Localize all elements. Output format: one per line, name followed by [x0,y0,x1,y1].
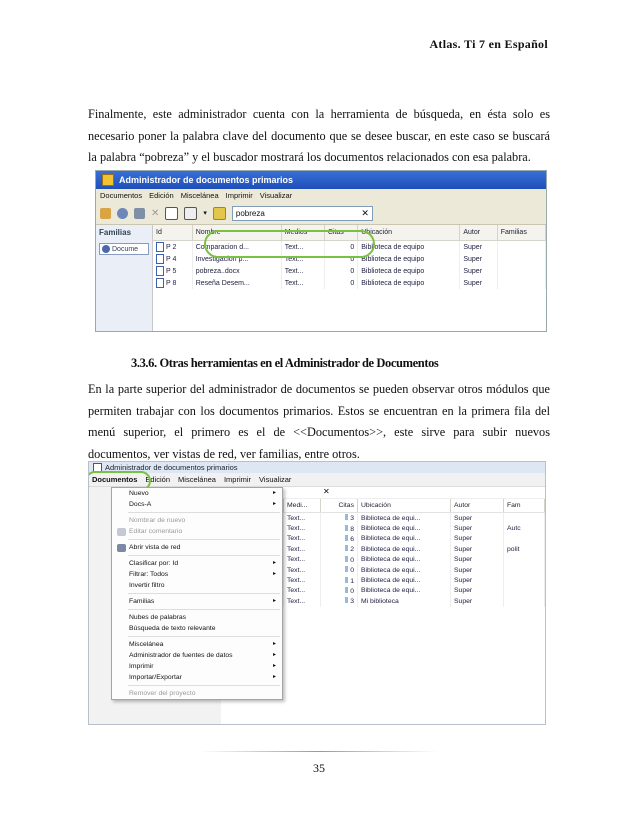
table-cell [284,596,321,606]
submenu-arrow-icon: ▸ [272,560,276,566]
table-cell [153,241,192,254]
window-titlebar [89,462,545,473]
cell-text: Super [454,566,473,574]
app-icon [102,174,114,186]
table-cell [284,555,321,565]
col-autor[interactable]: Autor [451,499,504,513]
table-cell [284,565,321,575]
table-cell [451,544,504,554]
page-number: 35 [313,761,325,775]
blank-icon [117,582,126,590]
submenu-arrow-icon: ▸ [272,663,276,669]
cell-text: Biblioteca de equi... [361,535,421,543]
table-cell [497,265,545,277]
blank-icon [117,598,126,606]
menu-item[interactable] [112,650,282,661]
cell-text: Text... [287,535,306,543]
table-cell [504,523,545,533]
col-medios[interactable]: Medios [281,225,324,241]
cell-text: Biblioteca de equi... [361,587,421,595]
documentos-dropdown-menu [111,487,283,700]
citations-bar [345,535,348,541]
table-cell [358,596,451,606]
view-icon[interactable] [165,207,178,220]
submenu-arrow-icon: ▸ [272,674,276,680]
table-cell [153,265,192,277]
cell-text: 2 [350,546,354,554]
document-icon [156,254,164,264]
document-icon [156,278,164,288]
table-cell [281,265,324,277]
blank-icon [117,663,126,671]
table-cell [358,555,451,565]
cell-text: Super [454,597,473,605]
table-cell [451,565,504,575]
screenshot-documentos-menu [88,461,546,725]
comment-icon[interactable] [117,208,128,219]
menu-item-label: Clasificar por: Id [129,560,179,567]
table-cell [321,513,358,524]
table-cell [321,555,358,565]
table-cell [358,277,460,289]
cell-text: 0 [350,279,355,287]
cell-text: Mi biblioteca [361,597,399,605]
screenshot-search-documents [95,170,547,332]
cell-text: pobreza..docx [195,267,240,275]
col-ubicacion[interactable]: Ubicación [358,499,451,513]
menu-separator [128,685,280,686]
cell-text: 0 [350,587,354,595]
cell-text: 3 [350,515,354,523]
comment-icon [117,528,126,536]
menu-edicion[interactable]: Edición [145,475,171,484]
table-cell [451,523,504,533]
table-cell [324,277,357,289]
submenu-arrow-icon: ▸ [272,490,276,496]
citations-bar [345,597,348,603]
menu-item [112,526,282,537]
col-familias[interactable]: Fam [504,499,545,513]
blank-icon [117,614,126,622]
table-cell [358,523,451,533]
citations-bar [345,566,348,572]
blank-icon [117,517,126,525]
cell-text: Super [454,525,473,533]
cell-text: Super [463,255,483,263]
col-medios[interactable]: Medi... [284,499,321,513]
cell-text: Autc [507,525,521,533]
cell-text: 3 [350,598,354,606]
table-cell [460,265,497,277]
menu-item-label: Editar comentario [129,528,183,535]
cell-text: Text... [287,514,306,522]
table-cell [324,265,357,277]
menu-item-label: Búsqueda de texto relevante [129,625,216,632]
table-row[interactable] [153,277,546,289]
cell-text: Text... [284,279,304,287]
menu-separator [128,555,280,556]
cell-text: Text... [284,243,304,251]
cell-text: P 2 [166,243,177,251]
families-panel [96,225,153,332]
table-cell [284,534,321,544]
cell-text: Biblioteca de equi... [361,514,421,522]
cell-text: Text... [284,255,304,263]
table-cell [358,513,451,524]
col-familias[interactable]: Familias [497,225,545,241]
menu-bar [96,189,546,202]
table-cell [284,513,321,524]
document-icon [156,242,164,252]
cell-text: Super [454,545,473,553]
menu-visualizar[interactable]: Visualizar [259,475,292,484]
cell-text: Biblioteca de equi... [361,556,421,564]
menu-item[interactable] [112,499,282,510]
citations-bar [345,514,348,520]
cell-text: Super [454,577,473,585]
table-cell [497,277,545,289]
col-citas[interactable]: Citas [324,225,357,241]
clear-search-icon[interactable]: ✕ [361,207,369,218]
menu-item[interactable] [112,672,282,683]
cell-text: Text... [287,597,306,605]
cell-text: Biblioteca de equi... [361,566,421,574]
cell-text: Text... [287,525,306,533]
blank-icon [117,560,126,568]
family-item-label: Docume [112,245,139,253]
table-cell [358,544,451,554]
menu-item-label: Importar/Exportar [129,674,182,681]
cell-text: Text... [284,267,304,275]
blank-icon [117,501,126,509]
menu-item-label: Invertir filtro [129,582,165,589]
search-input[interactable] [232,206,373,221]
menu-visualizar[interactable]: Visualizar [259,191,293,200]
table-cell [281,277,324,289]
layout-icon[interactable] [184,207,197,220]
running-header: Atlas. Ti 7 en Español [429,37,548,51]
table-cell [451,596,504,606]
submenu-arrow-icon: ▸ [272,571,276,577]
menu-separator [128,609,280,610]
cell-text: Super [454,535,473,543]
window-title: Administrador de documentos primarios [105,463,238,472]
table-cell [284,586,321,596]
menu-documentos[interactable]: Documentos [92,475,138,484]
window-title: Administrador de documentos primarios [119,175,294,185]
cell-text: Super [454,514,473,522]
table-cell [358,265,460,277]
cell-text: Biblioteca de equipo [361,267,425,275]
cell-text: 1 [350,577,354,585]
blank-icon [117,625,126,633]
table-cell [504,596,545,606]
new-doc-icon[interactable] [100,208,111,219]
table-cell [460,253,497,265]
menu-separator [128,539,280,540]
table-cell [451,555,504,565]
citations-bar [345,577,348,583]
menu-documentos[interactable]: Documentos [100,191,143,200]
citations-bar [345,545,348,551]
menu-item[interactable] [112,661,282,672]
cell-text: 8 [350,525,354,533]
col-ubicacion[interactable]: Ubicación [358,225,460,241]
search-toggle-icon[interactable] [213,207,226,220]
table-cell [497,241,545,254]
network-icon[interactable] [134,208,145,219]
cell-text: Investigacion p... [195,255,249,263]
families-label: Familias [99,228,132,237]
cell-text: 0 [350,567,354,575]
citations-bar [345,556,348,562]
cell-text: 0 [350,267,355,275]
table-cell [451,575,504,585]
cell-text: Super [463,279,483,287]
col-id[interactable]: Id [153,225,192,241]
highlight-ring [204,230,375,258]
citations-bar [345,587,348,593]
table-cell [504,586,545,596]
submenu-arrow-icon: ▸ [272,652,276,658]
table-cell [358,586,451,596]
table-cell [504,513,545,524]
citations-bar [345,525,348,531]
menu-edicion[interactable]: Edición [149,191,174,200]
cell-text: Super [454,587,473,595]
table-cell [504,534,545,544]
cell-text: Text... [287,566,306,574]
menu-miscelanea[interactable]: Miscelánea [178,475,216,484]
cell-text: Biblioteca de equipo [361,279,425,287]
menu-separator [128,636,280,637]
table-cell [504,575,545,585]
cell-text: polit [507,545,520,553]
table-cell [321,565,358,575]
table-cell [321,575,358,585]
cell-text: Biblioteca de equi... [361,525,421,533]
paragraph-search-intro: Finalmente, este administrador cuenta con la herramienta de búsqueda, en ésta solo es necesario poner la palabra clave del documento que se desee buscar, en este caso se buscará la palabra “pobreza” y el buscador mostrará los documentos relacionados con esa palabra. [88,107,550,164]
network-icon [117,544,126,552]
menu-item[interactable] [112,612,282,623]
cell-text: Text... [287,545,306,553]
col-citas[interactable]: Citas [321,499,358,513]
col-nombre[interactable]: Nombre [192,225,281,241]
menu-separator [128,593,280,594]
footer-rule [200,751,438,752]
table-cell [451,513,504,524]
menu-item-label: Miscelánea [129,641,164,648]
cell-text: 6 [350,535,354,543]
table-cell [192,277,281,289]
table-cell [358,565,451,575]
family-item[interactable] [99,243,149,255]
submenu-arrow-icon: ▸ [272,598,276,604]
menu-imprimir[interactable]: Imprimir [223,475,252,484]
cell-text: 0 [350,243,355,251]
table-cell [192,265,281,277]
paragraph-other-tools: En la parte superior del administrador de documentos se pueden observar otros módulos que permiten trabajar con los documentos primarios. Estos se encuentran en la primera fila del menú superior, el primero es el de <<Documentos>>, este sirve para subir nuevos documentos, ver vistas de red, ver familias, entre otros. [88,382,550,461]
cell-text: Text... [287,587,306,595]
section-heading: 3.3.6. Otras herramientas en el Administrador de Documentos [131,356,439,370]
menu-item-label: Abrir vista de red [129,544,181,551]
cell-text: Super [454,556,473,564]
table-cell [504,544,545,554]
menu-imprimir[interactable]: Imprimir [225,191,253,200]
clear-search-icon[interactable]: ✕ [323,487,330,496]
table-cell [451,586,504,596]
table-cell [321,534,358,544]
document-icon [156,266,164,276]
menu-item[interactable] [112,580,282,591]
menu-item-label: Remover del proyecto [129,690,196,697]
toolbar [96,202,546,225]
menu-item[interactable] [112,596,282,607]
submenu-arrow-icon: ▸ [272,641,276,647]
table-cell [153,253,192,265]
table-cell [460,277,497,289]
table-cell [460,241,497,254]
menu-item-label: Administrador de fuentes de datos [129,652,233,659]
table-cell [321,586,358,596]
menu-item-label: Filtrar: Todos [129,571,169,578]
menu-item-label: Nombrar de nuevo [129,517,186,524]
menu-miscelanea[interactable]: Miscelánea [180,191,219,200]
submenu-arrow-icon: ▸ [272,501,276,507]
blank-icon [117,690,126,698]
cell-text: P 5 [166,267,177,275]
family-icon [102,245,110,253]
table-cell [284,544,321,554]
delete-icon[interactable]: ✕ [151,207,160,219]
menu-item-label: Docs-A [129,501,152,508]
chevron-down-icon[interactable]: ▾ [203,210,207,217]
cell-text: Text... [287,556,306,564]
cell-text: Reseña Desem... [195,279,250,287]
menu-item-label: Nubes de palabras [129,614,187,621]
table-cell [504,565,545,575]
cell-text: Biblioteca de equi... [361,577,421,585]
table-cell [321,544,358,554]
menu-item [112,688,282,699]
table-cell [358,253,460,265]
menu-item[interactable] [112,488,282,499]
table-cell [321,523,358,533]
table-cell [284,575,321,585]
cell-text: 0 [350,255,355,263]
menu-item[interactable] [112,639,282,650]
cell-text: Comparacion d... [195,243,249,251]
menu-item-label: Imprimir [129,663,154,670]
cell-text: Super [463,243,483,251]
table-cell [321,596,358,606]
blank-icon [117,571,126,579]
table-cell [497,253,545,265]
menu-item-label: Familias [129,598,155,605]
blank-icon [117,641,126,649]
menu-item[interactable] [112,542,282,553]
table-cell [358,534,451,544]
cell-text: P 8 [166,279,177,287]
cell-text: Biblioteca de equi... [361,545,421,553]
cell-text: 0 [350,556,354,564]
menu-separator [128,512,280,513]
window-titlebar [96,171,546,189]
menu-item[interactable] [112,558,282,569]
blank-icon [117,652,126,660]
search-value: pobreza [235,208,265,218]
cell-text: Biblioteca de equipo [361,255,425,263]
table-cell [284,523,321,533]
menu-item[interactable] [112,569,282,580]
menu-item[interactable] [112,623,282,634]
menu-item [112,515,282,526]
table-row[interactable] [153,265,546,277]
menu-item-label: Nuevo [129,490,149,497]
menu-bar [89,473,545,487]
cell-text: P 4 [166,255,177,263]
table-cell [358,575,451,585]
cell-text: Text... [287,577,306,585]
blank-icon [117,490,126,498]
cell-text: Super [463,267,483,275]
table-cell [153,277,192,289]
blank-icon [117,674,126,682]
table-cell [451,534,504,544]
col-autor[interactable]: Autor [460,225,497,241]
table-cell [504,555,545,565]
cell-text: Biblioteca de equipo [361,243,425,251]
